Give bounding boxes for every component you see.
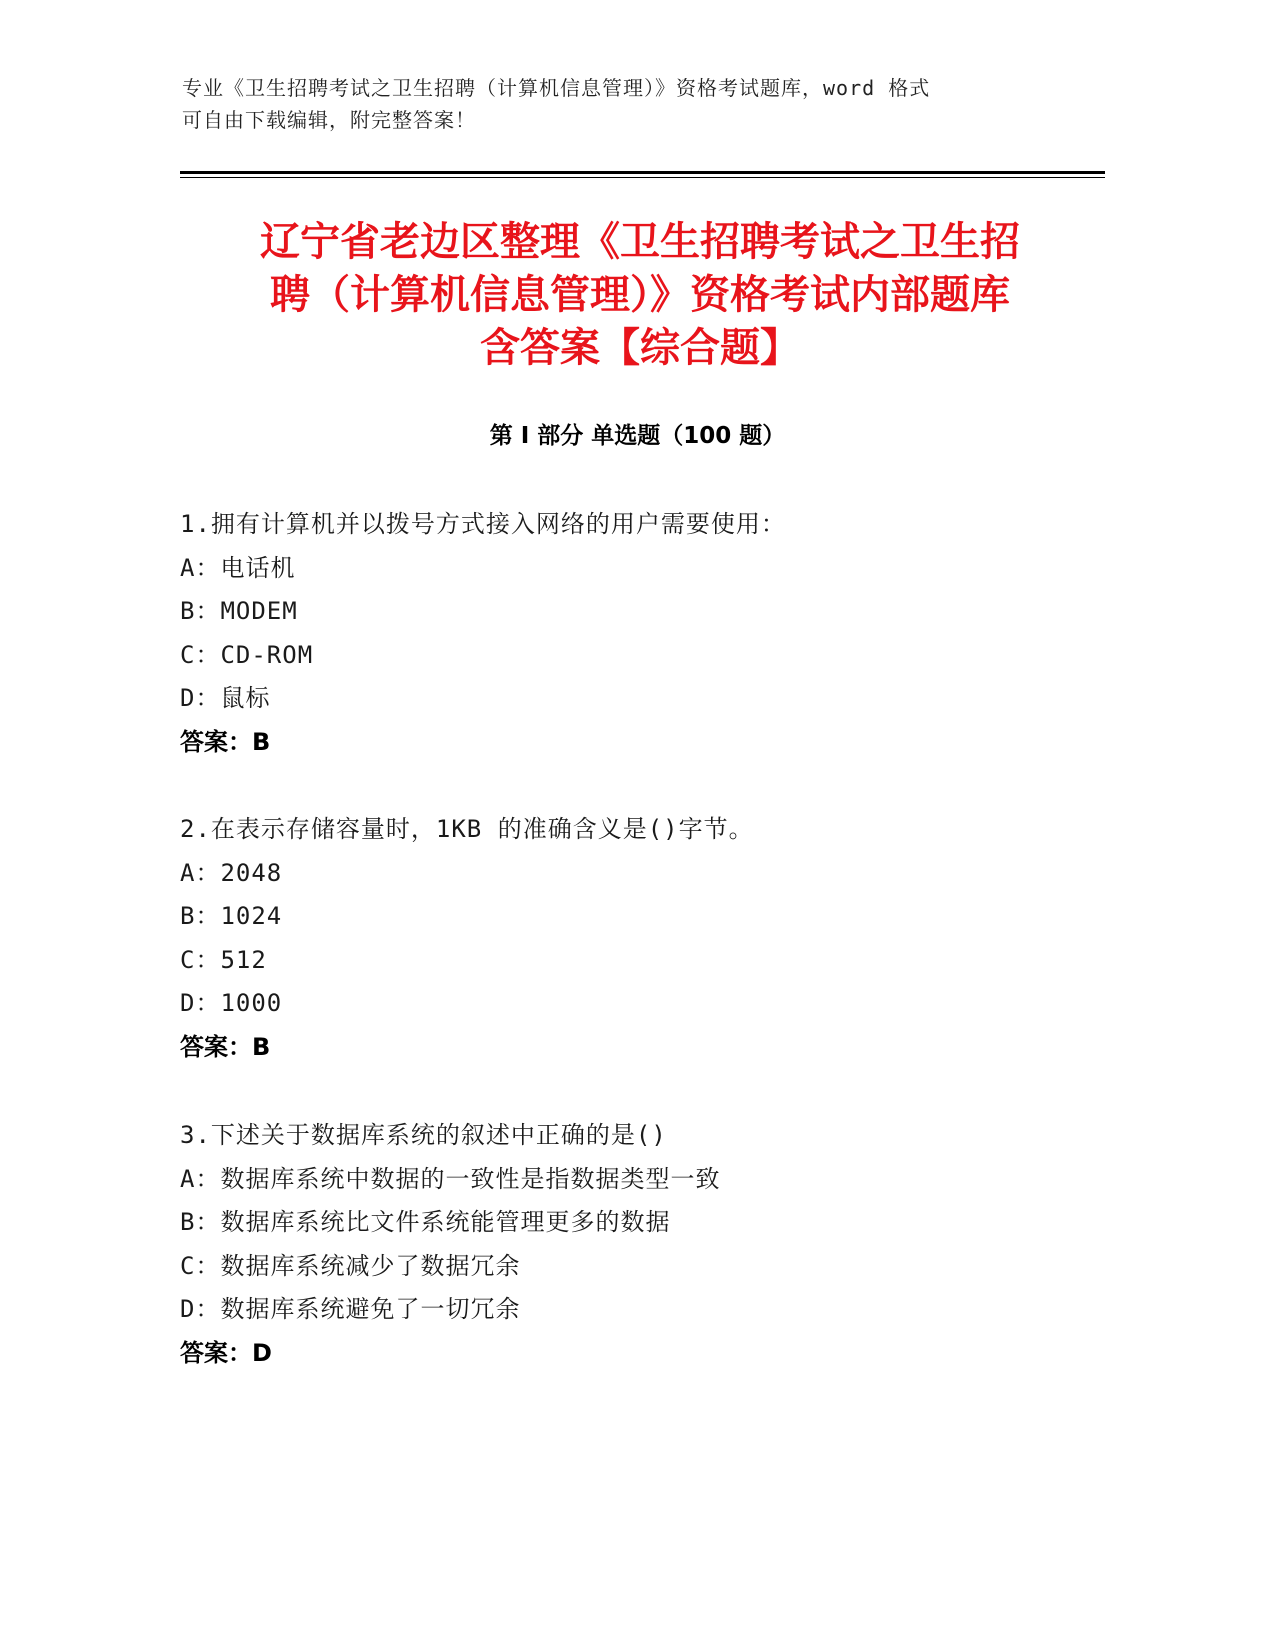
question-stem: 3.下述关于数据库系统的叙述中正确的是() [180,1121,667,1149]
answer: 答案：B [180,727,271,756]
answer: 答案：D [180,1338,272,1367]
document-title [160,216,1120,375]
option-c: C：512 [180,945,267,974]
document-title-line-1: 辽宁省老边区整理《卫生招聘考试之卫生招 [260,219,1020,265]
header-divider-thick [180,171,1105,174]
option-b: B：1024 [180,902,283,930]
header-divider-thin [180,177,1105,178]
question-1 [180,506,1080,767]
option-d: D：鼠标 [180,684,271,712]
answer: 答案：B [180,1032,271,1061]
option-d: D：数据库系统避免了一切冗余 [180,1295,521,1323]
question-stem: 1.拥有计算机并以拨号方式接入网络的用户需要使用： [180,510,786,538]
option-c: C：数据库系统减少了数据冗余 [180,1251,521,1280]
section-title: 第 I 部分 单选题（100 题） [489,423,786,449]
header-note-line-2: 可自由下载编辑，附完整答案！ [182,108,476,132]
document-title-line-2: 聘（计算机信息管理）》资格考试内部题库 [270,272,1010,318]
option-a: A：2048 [180,858,283,887]
header-note-line-1: 专业《卫生招聘考试之卫生招聘（计算机信息管理）》资格考试题库，word 格式 [182,76,931,100]
option-d: D：1000 [180,989,283,1017]
option-b: B：MODEM [180,597,298,625]
option-a: A：电话机 [180,553,296,582]
option-a: A：数据库系统中数据的一致性是指数据类型一致 [180,1164,721,1193]
question-3 [180,1117,1080,1378]
option-c: C：CD-ROM [180,640,314,669]
option-b: B：数据库系统比文件系统能管理更多的数据 [180,1208,671,1236]
document-title-line-3: 含答案【综合题】 [480,325,800,371]
question-stem: 2.在表示存储容量时，1KB 的准确含义是()字节。 [180,815,754,843]
header-note [182,72,1042,136]
question-2 [180,811,1080,1072]
